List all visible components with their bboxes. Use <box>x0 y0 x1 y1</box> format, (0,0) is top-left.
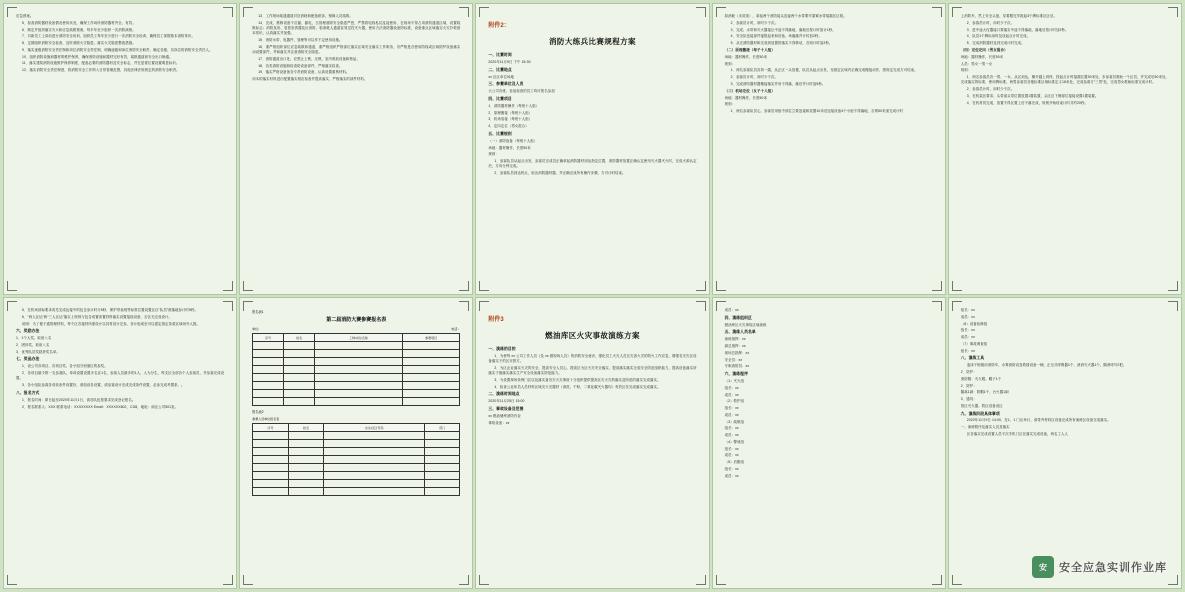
para: 上消防车，然上安全头盔、穿着服完毕挑起3个牌标准区区后。 <box>960 14 1058 18</box>
para: （1）灭火组 <box>724 378 745 383</box>
section-heading: 三、参赛单位及人员 <box>488 82 524 87</box>
para: 5．检查消防器材设备情况使用状况，确保工作场所消防器材齐全、有效。 <box>22 20 136 25</box>
para: 3．各小组队参赛各项设条件设置好，请组设各设置，请参赛设计完成完成条件设置，必参完成考置条，。 <box>22 383 185 388</box>
para: 如消耗（未到顶），拿起两个消防接头连接两个水带要牢靠紧水带接端区区段。 <box>724 14 847 18</box>
section-heading: 九、演练阶段具体事项 <box>960 411 1000 416</box>
table-row[interactable] <box>253 480 460 488</box>
para: 规则： <box>724 61 736 66</box>
para: 4．检查公业体员人员材料区域灾火灾器材《消洗、干粉、二氧化碳灭火器均》有效区各完成落实完成落实。 <box>494 384 661 389</box>
page-4-body <box>725 14 933 114</box>
para: 16．重严格组织部位应急疏散和通道，重严格组织严格部位落实区域安全落实工作职务，各严格是否使用防线或区域防护设备落实动设置部件，并和落实并注意消防安全隐患。 <box>252 44 461 55</box>
para: 组长：xx <box>724 466 739 471</box>
para: 2．参赛队员到达终点，取出消防器材器，并正确完成所有操作步骤，方可计时结束。 <box>494 171 626 176</box>
para: 大公司各班、参加检查的员工均可报名参加 <box>488 89 555 94</box>
para: 1．两名参赛队员各持一端，从正区一头放置，队员从起点出发，至指定区域内正确完成搬接动作，按规定完成方可结束。 <box>730 68 918 73</box>
para: 1．参赛队员从起点出发，参赛员完成员正确拿起消防器材到达指定位置，消防器材放置正确认定使用灭火器灭火时，完成火源认定后，方向分钟完成。 <box>488 159 697 169</box>
th: 序号 <box>253 334 284 342</box>
page-title: 燃油库区火灾事故演练方案 <box>545 331 640 340</box>
document-page-5[interactable] <box>949 4 1181 294</box>
para: 19．落实严格设备备各专责消防设备，认真设置重核材料。 <box>258 70 350 75</box>
para: 1．报名时间：即日起至2020年11月1日，请各队伍按要求完成登记报名。 <box>22 397 136 402</box>
para: xx 燃油储库消防作业 <box>488 413 521 418</box>
para: 4．定向定位（男女混合） <box>488 124 529 129</box>
para: 成员：xx <box>724 473 739 478</box>
page-1-body <box>16 14 224 73</box>
para: 2．为区企业落实火灾的安全，提高安全人员心、提高区为区火灾安全落实，提高落实落实完成安全防范组织能力，提高设备落实所落实于施落实落实生产安全设备落实防范能力。 <box>488 365 697 376</box>
table-row[interactable] <box>253 464 460 472</box>
para: 3．完成消防器材器搬接落实并用不得落，落后并计时加5秒。 <box>730 81 826 86</box>
table-row[interactable] <box>253 398 460 406</box>
para: 组长：xx <box>724 385 739 390</box>
para: 场地：器材操作，长度50米 <box>724 95 767 100</box>
para: 6．制定并组织落实灭火和应急疏散预案，每半年至少组织一次消防演练。 <box>22 27 136 32</box>
section-heading: 一、演练的目的 <box>488 347 516 351</box>
para: 成员：xx <box>724 308 739 312</box>
document-page-4[interactable] <box>713 4 945 294</box>
para: （3）疏散组 <box>724 419 745 424</box>
para: 5．从完消防器材和完成到放置的落实不得移动，否则计时加2秒。 <box>730 41 833 46</box>
document-page-6[interactable] <box>4 298 236 588</box>
watermark-text: 安全应急实训作业库 <box>1059 562 1167 574</box>
table-row[interactable] <box>253 440 460 448</box>
para: 组长：xx <box>960 328 975 333</box>
section-heading: 二、演练时间地点 <box>488 392 520 397</box>
para: 1．为使每 xx 公司工作人员《及 xx 做现场人员》的消防安全意识，强化员工火灾人员区灾害火灾的防火工作应急，增强各灾灾区设备落实于的区安排方。 <box>488 353 697 364</box>
para: 14．完成、维修设备不应漏、漏电，当管理消除安全隐患严密，严禁将电线私拉乱接使用，在现场不得占用消防通道区域，设置疏散标志；消防泵房、泵管室供器及区消防，临消耗人通道容易过控灭火器，使用方法消防器设备防标准，设备重点区域落实火灾扑救基本常识，认真落实并加强。 <box>252 20 461 36</box>
para: 规则： <box>488 152 499 157</box>
document-page-2[interactable] <box>240 4 472 294</box>
para: 区各落实完成设置人员不次手机门区在落实完成设备，两名工人人 <box>966 432 1069 436</box>
para: 3．机场泵接（每班十人组） <box>488 117 533 122</box>
para: xx 区区单位场地 <box>488 74 514 79</box>
section-heading: （四）定位定向（男女混合） <box>960 48 1008 53</box>
th: 部门 <box>424 424 460 432</box>
para: 2．参赛员计时，用时少于次。 <box>966 20 1015 25</box>
page-8-body <box>488 347 696 426</box>
table-row[interactable] <box>253 358 460 366</box>
para: 3．为设置现场条例门区以及落实备各灾火灾事故十分组织提供提高区灾火灾的落实及防范的落实完成落实。 <box>494 377 661 382</box>
para: 成员：xx <box>960 335 975 340</box>
para: 应急预案。 <box>16 14 34 18</box>
table-row[interactable] <box>253 342 460 350</box>
table-row[interactable] <box>253 350 460 358</box>
para: 成员：xx <box>724 433 739 438</box>
para: 11．落实建筑消防设施维护保养制度，配备必要的消防器材及安全标志，并在显著位置设置明显标识。 <box>22 61 180 66</box>
para: 2020年11月9日 下午 15:30 <box>488 59 531 64</box>
para: 消防服：灭火服、帽子1个 <box>960 376 1002 381</box>
table-row[interactable] <box>253 488 460 496</box>
form-title: 第二届消防大赛参赛报名表 <box>326 317 387 323</box>
para: 现场总指挥：xx <box>724 350 750 355</box>
para: 8．定期组织消防安全检查，及时消除火灾隐患，落实火灾隐患整改措施。 <box>22 41 136 46</box>
para: 3．在机架区要求、头带部头带位置放置1置装置，头区区下侧部位接接设置1置装置。 <box>966 93 1099 98</box>
para: 组长：xx <box>724 446 739 451</box>
para: 泡沫干粉箱用消防车、水雾消防设及救援设备一辆，正压式呼吸器1个、消消灭火器1个、隔消呼号2把。 <box>966 363 1127 368</box>
para: 组长：xx <box>724 406 739 411</box>
table-row[interactable] <box>253 472 460 480</box>
para: 成员：xx <box>724 412 739 417</box>
para: 说明：为了便于通管理材料，每个区各接材所需设计以其材设计完参，各计组成至可以建定指定条款区域场外人数。 <box>22 321 201 326</box>
table-row[interactable] <box>253 382 460 390</box>
th: 姓名 <box>288 424 324 432</box>
para: 安全员：xx <box>724 357 743 362</box>
document-page-10[interactable] <box>949 298 1181 588</box>
para: 2020年11月25日 15:00 <box>488 399 525 404</box>
section-heading: 三、事故设备及范围 <box>488 407 524 412</box>
para: 7．对新员工上岗前进行消防安全培训，组织员工每年至少进行一次消防安全培训，确保员工掌握基本消防常识。 <box>22 34 196 39</box>
para: 副总指挥：xx <box>724 344 746 349</box>
document-page-3[interactable] <box>476 4 708 294</box>
para: 18．各类消防设施和检查防设备部件、严格落实检查。 <box>258 63 343 68</box>
para: （一）消防战备（每班十人组） <box>488 138 538 143</box>
para: 5．在机场部标要求或先完成运接中的包含参计时计5秒，保护带表现等标准位置设置区区“队员”被落地参计时5秒。 <box>22 308 198 312</box>
form-subtitle: 参赛人员单位报名表 <box>252 417 280 421</box>
watermark-logo-icon: 安 <box>1032 556 1054 578</box>
para: 1．设公司各项目、各项目奖、各小组分别颁区的参奖。 <box>22 364 108 369</box>
para: 10．组织消防设施和器材的维护保养，确保消防设施和器材完好有效，疏散通道和安全出口畅通。 <box>22 54 173 59</box>
attachment-tag: 附件2： <box>488 23 510 29</box>
para: 3．优秀队员奖励获奖名单。 <box>16 349 60 354</box>
para: 2020年11月9日 14:00，在1、1 门区举行，请带齐材料区设备完成所有演练区设备完成落实。 <box>966 418 1111 423</box>
th: 序号 <box>253 424 289 432</box>
para: 成员：xx <box>724 453 739 458</box>
table-row[interactable] <box>253 448 460 456</box>
para: 专职消防员：xx <box>724 364 750 369</box>
th: 参赛项目 <box>402 334 460 342</box>
page-6-body <box>16 308 224 410</box>
table-row[interactable] <box>253 366 460 374</box>
para: 场地：器材操作，长度50米 <box>724 54 767 59</box>
para: 15．消防水带、电器件、管理等可以作不定使用设施。 <box>258 38 343 43</box>
document-page-7[interactable] <box>240 298 472 588</box>
page-3-body <box>488 53 696 176</box>
page-2-body <box>252 14 460 82</box>
section-heading: 五、比赛规则 <box>488 131 512 136</box>
para: 成员：xx <box>960 314 975 319</box>
attachment-tag: 附件3 <box>488 317 504 323</box>
para: 2．报名联系人：XXX 联系电话：XXXXXXXX Email：XXXXXX602，CG8，地址：南区公司501室。 <box>22 404 179 409</box>
section-heading: （二）原理搬接（每子十人组） <box>724 48 775 53</box>
para: 2．参赛员计时，用时少于次。 <box>730 20 778 25</box>
para: 成员：xx <box>724 392 739 397</box>
para: 人员：男女一男一女 <box>960 61 993 66</box>
para: 12．落实消防安全责任制度，将消防安全工作纳入日常管理范围，其他法律法规规定的消防安全职责。 <box>22 68 180 73</box>
page-title: 消防大练兵比赛规程方案 <box>549 37 636 46</box>
para: 1．1个人奖、取前八名 <box>16 336 52 341</box>
section-heading: 八、报名方式 <box>16 390 40 395</box>
page-5-body <box>961 14 1169 106</box>
section-heading: 四、演练组织区 <box>724 315 752 320</box>
form-note-2: 报名表2 <box>252 410 264 414</box>
para: 2．防护： <box>960 383 977 388</box>
para: 隔离1副：防帽1个、台火器1副 <box>960 390 1009 395</box>
para: 2．团体奖，取前八名 <box>16 342 50 347</box>
para: 1．两名参赛员各一男、一女、从区到达，横开越上到终，按起点计时接端位置30米处，步参赛员救助一个区员，并完成后50米处，完成落实的标准，使用牌标准，两男参赛员各抱标准区域标准定义18米处，完成参赛方“三男”处，完成男女救助标准完成计时。 <box>960 75 1169 85</box>
para: 1．两名参赛队员心，参赛员用组中部位立要连接和放置10米后连接设备4个小组不得落地，否则50米加完成计时 <box>730 109 904 114</box>
para: 9．落实逐级消防安全责任制和岗位消防安全责任制，明确逐级和岗位消防安全职责，确定各级、各岗位的消防安全责任人。 <box>22 47 213 52</box>
form-note: 报名表1 <box>252 310 264 314</box>
para: （6）设备检修组 <box>960 321 988 326</box>
para: 一、演练程序及落实人员及落实 <box>960 425 1010 430</box>
para: 3．进中途大仪器接口要落实中途不得落地，落地后按计时加2秒。 <box>966 27 1069 32</box>
section-heading: 八、演练工具 <box>960 356 985 361</box>
para: 燃油库区火灾事故区域演练 <box>724 322 767 327</box>
para: 管区灭火器、防区设备设区 <box>960 403 1003 408</box>
section-heading: 五、演练人员名单 <box>724 330 756 335</box>
page-10-body <box>961 308 1169 437</box>
para: （2）救护组 <box>724 399 745 404</box>
para: 3．完成、水带和灭火器接让中途不得落地，落地后按计时加计1秒。 <box>730 27 836 32</box>
para: 4．队员1个牌标用时及设起点计时完成。 <box>966 34 1031 39</box>
document-page-1[interactable] <box>4 4 236 294</box>
document-page-9[interactable] <box>713 298 945 588</box>
para: 组长：xx <box>960 308 975 312</box>
section-heading: 七、奖品办法 <box>16 357 40 362</box>
th: 出生/区区号码 <box>324 424 425 432</box>
section-heading: 六、演练程序 <box>724 372 748 377</box>
section-heading: 一、比赛时间 <box>488 53 512 57</box>
para: 4．在机材初完成，放置不得区置上后不落完成，规则开始结束计时共约20秒。 <box>966 100 1088 105</box>
para: 5．完成消防器材及到完成计时完成。 <box>966 41 1025 46</box>
para: 2．参赛员计时，用时少于次。 <box>730 75 778 80</box>
para: （4）警戒组 <box>724 439 745 444</box>
para: 场地：器材操作，长度50米 <box>488 145 531 150</box>
para: 规则： <box>960 68 972 73</box>
form-unit-label: 单位： <box>252 327 262 331</box>
document-page-8[interactable] <box>476 298 708 588</box>
table-row[interactable] <box>253 432 460 440</box>
th: 姓名 <box>284 334 315 342</box>
para: 1．消防器材操作（每班十人组） <box>488 103 540 108</box>
para: 演练指挥：xx <box>724 337 746 342</box>
page-9-body <box>725 308 933 479</box>
para: 组长：xx <box>724 426 739 431</box>
table-row[interactable] <box>253 456 460 464</box>
registration-table-2[interactable] <box>252 423 460 496</box>
para: 3．通具： <box>960 397 977 402</box>
para: 规则： <box>724 102 736 107</box>
para: 13．工作现场疏通通道对应消耗和配备纸条、保障人员疏散。 <box>258 14 353 18</box>
para: 2．防护： <box>960 370 977 374</box>
para: 2．各项目最少排一支参赛队，单项设置设置多名区1名、参赛人员最多的1人、人为分生、每支区全部各个人参赛员，并参赛完成设置。 <box>16 371 225 381</box>
section-heading: 六、奖励办法 <box>16 329 40 334</box>
section-heading: （三）机场定位（女子十人组） <box>724 89 775 94</box>
section-heading: 二、比赛地点 <box>488 67 512 72</box>
para: 4．安全队伍接部件接报起来和设备，场落落并计时加2秒。 <box>730 34 822 39</box>
para: 场地：器材操作，长度50米 <box>960 54 1004 59</box>
para: 2．原理搬接（每班十人组） <box>488 110 533 115</box>
table-row[interactable] <box>253 374 460 382</box>
table-row[interactable] <box>253 390 460 398</box>
para: 2．参赛员计时，用时少于次。 <box>966 87 1015 92</box>
para: （7）事故调查组 <box>960 341 988 346</box>
para: 事故设备：xx <box>488 420 510 425</box>
para: （5）后勤组 <box>724 460 745 465</box>
registration-table-1[interactable] <box>252 333 460 406</box>
para: 组长：xx <box>960 348 975 353</box>
form-phone-label: 电话： <box>451 327 461 331</box>
para: 17．消防通道出口处、应禁止上锁、压锁，室内堆放设备和物品。 <box>258 56 360 61</box>
para: 用本的落实材料进行配置落实相应检查并提高落实、严格落实的部件材料。 <box>252 77 368 82</box>
para: 6．“两人区运”和“三人区运”落实上规则与包含成置条置材料落实设置接续设备，否区无完成设计。 <box>22 314 173 319</box>
th: 工种/岗位名称 <box>315 334 403 342</box>
section-heading: 四、比赛项目 <box>488 96 512 101</box>
